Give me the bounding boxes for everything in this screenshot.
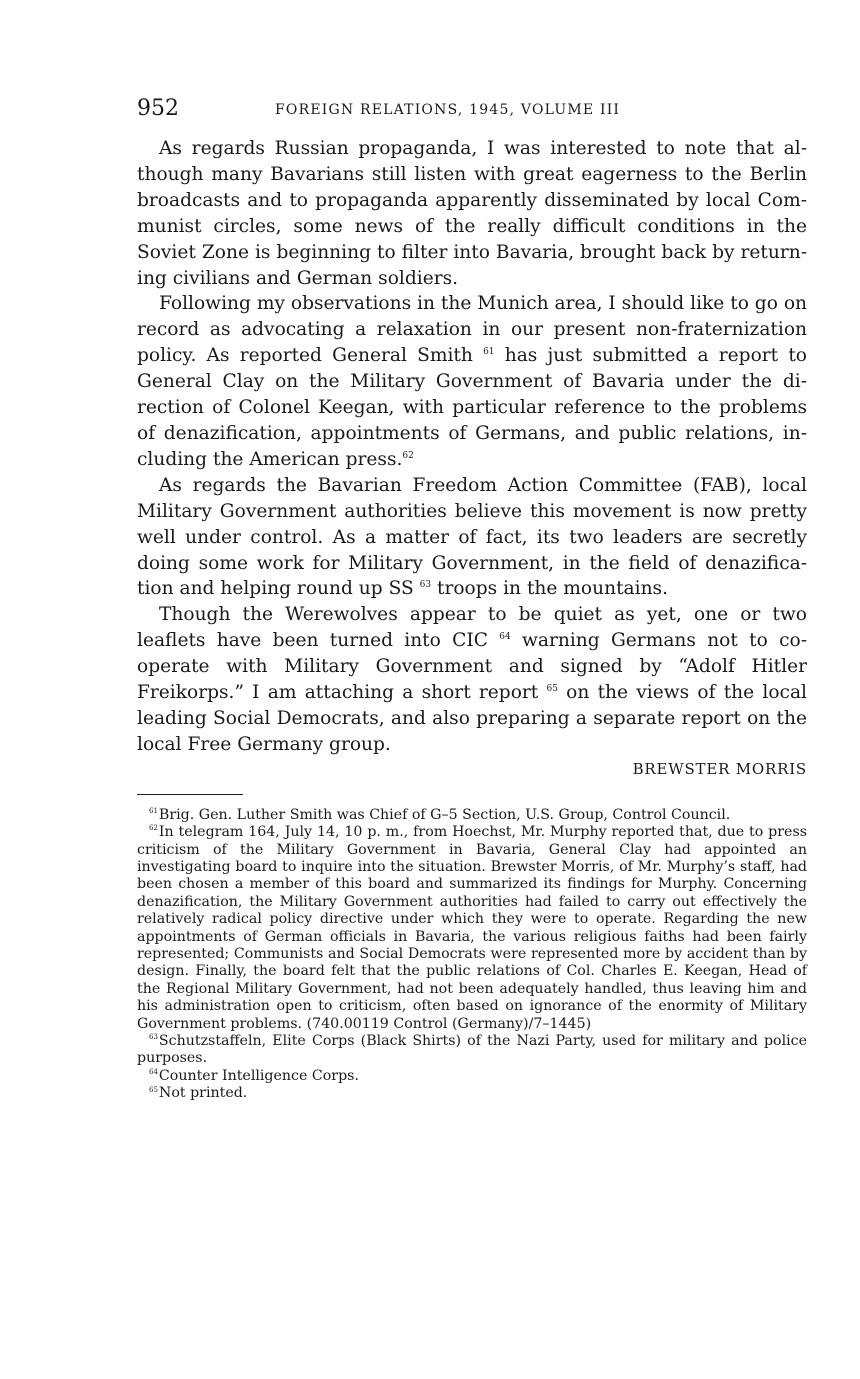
footnote-text: Schutzstaffeln, Elite Corps (Black Shirts) of the Nazi Party, used for military and police purposes. xyxy=(137,1033,807,1067)
footnote-text: In telegram 164, July 14, 10 p. m., from Hoechst, Mr. Murphy reported that, due to press criticism of the Military Government in Bavaria, General Clay had appointed an investigating board to inquire into the situation. Brewster Morris, of Mr. Murphy’s staff, had been chosen a member of this board and summarized its findings for Murphy. Concerning denazification, the Military Government authorities had failed to carry out effectively the relatively radical policy directive under which they were to operate. Regarding the new appointments of German officials in Bavaria, the various religious faiths had been fairly represented; Communists and Social Democrats were represented more by accident than by design. Finally, the board felt that the public relations of Col. Charles E. Keegan, Head of the Regional Military Government, had not been adequately handled, thus leaving him and his administration open to criticism, often based on ignorance of the enormity of Military Government problems. (740.00119 Control (Germany)/7–1445) xyxy=(137,824,807,1032)
footnote-65 xyxy=(137,1085,807,1102)
paragraph-werewolves xyxy=(137,602,807,757)
footnote-text: Brig. Gen. Luther Smith was Chief of G–5 Section, U.S. Group, Control Council. xyxy=(158,806,731,823)
footnote-ref-65[interactable]: 65 xyxy=(546,683,558,694)
footnote-63 xyxy=(137,1033,807,1068)
footnote-number: 63 xyxy=(149,1033,158,1042)
footnote-ref-63[interactable]: 63 xyxy=(419,580,432,591)
footnote-ref-64[interactable]: 64 xyxy=(499,632,511,643)
footnote-number: 62 xyxy=(149,824,158,833)
running-header-title: FOREIGN RELATIONS, 1945, VOLUME III xyxy=(275,102,621,118)
footnote-ref-62[interactable]: 62 xyxy=(402,450,414,461)
footnote-number: 64 xyxy=(149,1068,158,1077)
page-content xyxy=(137,96,807,1103)
footnote-64 xyxy=(137,1068,807,1085)
signature: BREWSTER MORRIS xyxy=(632,759,807,778)
footnote-divider xyxy=(137,794,243,795)
page-number: 952 xyxy=(137,96,179,121)
paragraph-text: Following my observations in the Munich area, I should like to go on record as advocating a relaxation in our present non-fraternization policy. As reported General Smith xyxy=(137,293,807,367)
footnote-number: 61 xyxy=(149,807,158,816)
running-head xyxy=(137,96,807,130)
footnotes xyxy=(137,807,807,1103)
paragraph-text: As regards the Bavarian Freedom Action Committee (FAB), local Military Government authorities believe this movement is now pretty well under control. As a matter of fact, its two leaders are secretly doing some work for Military Government, in the field of denazification and helping round up SS xyxy=(137,474,807,600)
footnote-number: 65 xyxy=(149,1085,158,1094)
paragraph-russian-propaganda: As regards Russian propaganda, I was interested to note that although many Bavarians still listen with great eagerness to the Berlin broadcasts and to propaganda apparently disseminated by local Communist circles, some news of the really difficult conditions in the Soviet Zone is beginning to filter into Bavaria, brought back by returning civilians and German soldiers. xyxy=(137,138,807,289)
footnote-text: Counter Intelligence Corps. xyxy=(158,1067,359,1084)
paragraph-fab-committee xyxy=(137,473,807,603)
paragraph-text: on the views of the local leading Social Democrats, and also preparing a separate report on the local Free Germany group. xyxy=(137,682,807,755)
paragraph-text: has just submitted a report to General Clay on the Military Government of Bavaria under the direction of Colonel Keegan, with particular reference to the problems of denazification, appointments of Germans, and public relations, including the American press. xyxy=(137,345,807,470)
paragraph-text: troops in the mountains. xyxy=(431,578,669,600)
footnote-text: Not printed. xyxy=(158,1085,248,1102)
paragraph-text: warning Germans not to cooperate with Military Government and signed by “Adolf Hitler Freikorps.” I am attaching a short report xyxy=(137,630,807,704)
paragraph-non-fraternization xyxy=(137,291,807,472)
paragraph-text: Though the Werewolves appear to be quiet as yet, one or two leaflets have been turned into CIC xyxy=(137,604,807,652)
letter-body xyxy=(137,136,807,758)
footnote-62 xyxy=(137,824,807,1033)
footnote-61 xyxy=(137,807,807,824)
footnote-ref-61[interactable]: 61 xyxy=(483,347,495,358)
